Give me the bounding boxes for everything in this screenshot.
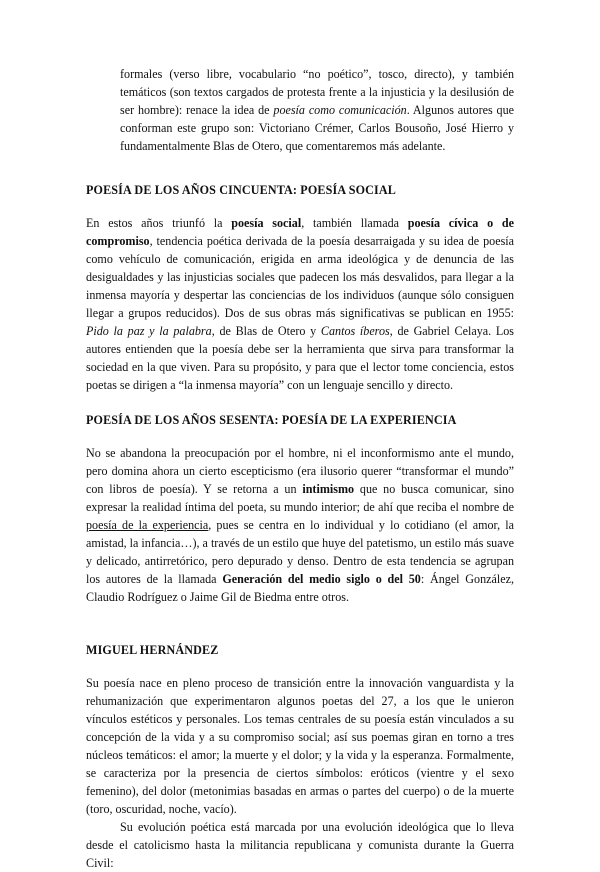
text: En estos años triunfó la: [86, 216, 232, 231]
text: : Ángel González, Claudio Rodríguez o Jaime Gil de Biedma entre otros.: [86, 571, 514, 604]
intro-text-2: . Algunos autores que conforman este grupo son: Victoriano Crémer, Carlos Bousoño, José Hierro y fundamentalmente Blas de Otero, que comentaremos más adelante.: [120, 102, 515, 153]
book-title: Cantos íberos: [320, 323, 390, 338]
paragraph-poesia-experiencia: [86, 445, 514, 606]
paragraph-hernandez-1: Su poesía nace en pleno proceso de transición entre la innovación vanguardista y la rehumanización que experimentaron algunos poetas del 27, a los que le unieron vínculos estéticos y personales. Los temas centrales de su poesía están vinculados a su concepción de la vida y a su compromiso social; así sus poemas giran en torno a tres núcleos temáticos: el amor; la muerte y el dolor; y la vida y la esperanza. Formalmente, se caracteriza por la presencia de ciertos símbolos: eróticos (vientre y el sexo femenino), del dolor (metonimias basadas en armas o partes del cuerpo) o de la muerte (toro, oscuridad, noche, vacío).: [86, 676, 514, 816]
text: que no busca comunicar, sino expresar la realidad íntima del poeta, su mundo interior; de ahí que reciba el nombre de: [86, 482, 515, 515]
intro-emphasis: poesía como comunicación: [273, 102, 407, 117]
bold-term: intimismo: [302, 482, 355, 497]
heading-miguel-hernandez: MIGUEL HERNÁNDEZ: [86, 642, 219, 657]
paragraph-poesia-social: [86, 215, 514, 394]
bold-term: Generación del medio siglo o del 50: [222, 571, 421, 586]
text: , pues se centra en lo individual y lo cotidiano (el amor, la amistad, la infancia…), a través de un estilo que huye del patetismo, un estilo más suave y delicado, antirretórico, pero depurado y denso. Dentro de esta tendencia se agrupan los autores de la llamada: [86, 518, 514, 586]
text: , de Gabriel Celaya. Los autores entienden que la poesía debe ser la herramienta que sirva para transformar la sociedad en la que viven. Para su propósito, y para que el lector tome conciencia, estos poetas se dirigen a “la inmensa mayoría” con un lenguaje sencillo y directo.: [86, 323, 514, 392]
book-title: Pido la paz y la palabra: [86, 323, 212, 338]
heading-poesia-social: POESÍA DE LOS AÑOS CINCUENTA: POESÍA SOCIAL: [86, 182, 396, 197]
document-page: [86, 66, 514, 872]
bold-term: poesía social: [231, 216, 302, 231]
paragraph-hernandez-2: Su evolución poética está marcada por una evolución ideológica que lo lleva desde el catolicismo hasta la militancia republicana y comunista durante la Guerra Civil:: [86, 819, 514, 870]
text: , tendencia poética derivada de la poesía desarraigada y su idea de poesía como vehículo de comunicación, erigida en arma ideológica y de denuncia de las desigualdades y las injusticias sociales que padecen los más desvalidos, para llegar a la inmensa mayoría y despertar las conciencias de los individuos (aunque sólo consiguen llegar a grupos reducidos). Dos de sus obras más significativas se publican en 1955:: [86, 234, 514, 320]
underlined-term: poesía de la experiencia: [86, 518, 209, 533]
intro-text-1: formales (verso libre, vocabulario “no poético”, tosco, directo), y también temáticos (son textos cargados de protesta frente a la injusticia y la desilusión de ser hombre): renace la idea de: [120, 67, 514, 117]
intro-paragraph: [86, 66, 514, 156]
text: No se abandona la preocupación por el hombre, ni el inconformismo ante el mundo, pero domina ahora un cierto escepticismo (era ilusorio querer “transformar el mundo” con libros de poesía). Y se retorna a un: [86, 446, 514, 497]
text: , de Blas de Otero y: [211, 323, 321, 338]
heading-poesia-experiencia: POESÍA DE LOS AÑOS SESENTA: POESÍA DE LA EXPERIENCIA: [86, 412, 457, 427]
bold-term: poesía cívica o de compromiso: [86, 216, 515, 249]
text: , también llamada: [301, 216, 408, 231]
